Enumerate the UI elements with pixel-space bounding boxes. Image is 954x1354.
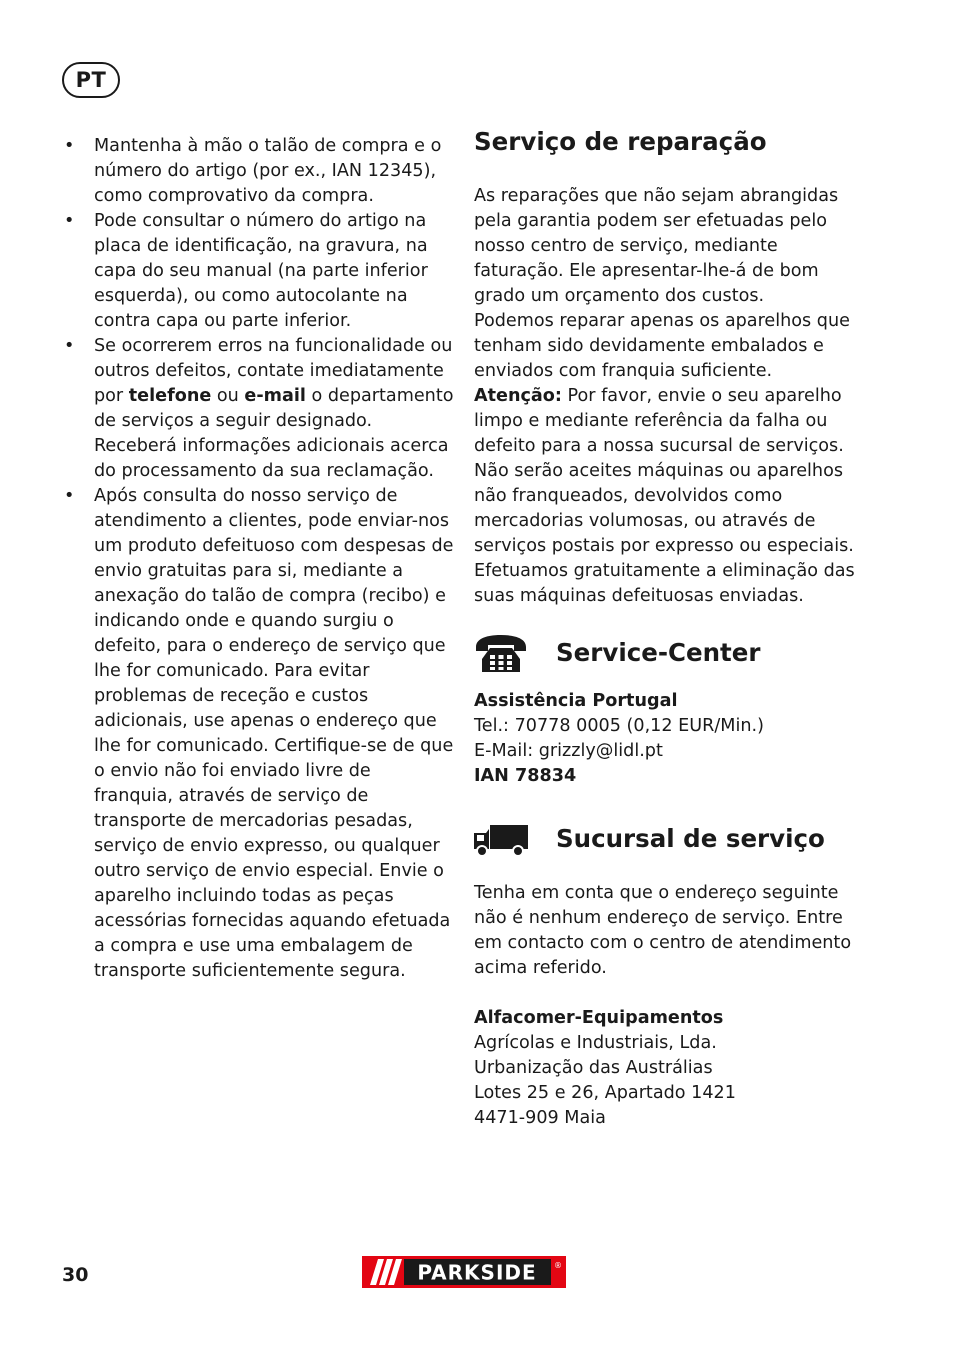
warranty-procedure-list [62, 134, 454, 984]
service-center-section [474, 633, 866, 789]
repair-paragraph-2: Podemos reparar apenas os aparelhos que tenham sido devidamente embalados e enviados com franquia suficiente. [474, 311, 850, 381]
right-column [474, 122, 866, 1131]
contact-text-pre: Se ocorrerem erros na funcionalidade ou outros defeitos, contate imediatamente por [94, 336, 453, 406]
attention-text: Por favor, envie o seu aparelho limpo e mediante referência da falha ou defeito para a nossa sucursal de serviços. Não serão aceites máquinas ou aparelhos não franqueados, devolvidos como mercadorias volumosas, ou através de serviços postais por expresso ou especiais. Efetuamos gratuitamente a eliminação das suas máquinas defeituosas enviadas. [474, 386, 855, 606]
logo-wordmark: PARKSIDE [417, 1260, 537, 1285]
service-center-ian: IAN 78834 [474, 766, 577, 786]
contact-text-mid: ou [211, 386, 245, 406]
bullet-list [62, 134, 454, 984]
repair-attention-paragraph [474, 384, 866, 609]
page-number: 30 [62, 1264, 89, 1286]
service-branch-note: Tenha em conta que o endereço seguinte não é nenhum endereço de serviço. Entre em contacto com o centro de atendimento acima referido. [474, 883, 852, 978]
contact-text-post: o departamento de serviços a seguir designado. Receberá informações adicionais acerca do processamento da sua reclamação. [94, 386, 454, 481]
service-center-phone: Tel.: 70778 0005 (0,12 EUR/Min.) [474, 716, 764, 736]
language-badge: PT [62, 62, 120, 98]
service-center-name: Assistência Portugal [474, 691, 678, 711]
truck-icon [474, 819, 528, 859]
branch-address-line: 4471-909 Maia [474, 1108, 606, 1128]
email-keyword: e-mail [244, 386, 306, 406]
bullet-item-receipt: • Mantenha à mão o talão de compra e o número do artigo (por ex., IAN 12345), como comprovativo da compra. [62, 134, 454, 209]
branch-address-line: Urbanização das Austrálias [474, 1058, 713, 1078]
logo-registered-mark: ® [554, 1261, 562, 1270]
parkside-logo [362, 1256, 566, 1288]
branch-company-name: Alfacomer-Equipamentos [474, 1008, 724, 1028]
bullet-item-shipping: • Após consulta do nosso serviço de atendimento a clientes, pode enviar-nos um produto defeituoso com despesas de envio gratuitas para si, mediante a anexação do talão de compra (recibo) e indicando onde e quando surgiu o defeito, para o endereço de serviço que lhe for comunicado. Para evitar problemas de receção e custos adicionais, use apenas o endereço que lhe for comunicado. Certifique-se de que o envio não foi enviado livre de franquia, através de serviço de transporte de mercadorias pesadas, serviço de envio expresso, ou qualquer outro serviço de envio especial. Envie o aparelho incluindo todas as peças acessórias fornecidas aquando efetuada a compra e use uma embalagem de transporte suficientemente segura. [62, 484, 454, 984]
attention-label: Atenção: [474, 386, 562, 406]
telephone-keyword: telefone [128, 386, 212, 406]
service-center-email: E-Mail: grizzly@lidl.pt [474, 741, 663, 761]
branch-address-line: Agrícolas e Industriais, Lda. [474, 1033, 717, 1053]
telephone-icon [474, 633, 528, 673]
service-branch-section [474, 819, 866, 1131]
bullet-item-contact [62, 334, 454, 484]
repair-service-title: Serviço de reparação [474, 127, 767, 156]
service-center-title: Service-Center [556, 638, 761, 667]
service-branch-title: Sucursal de serviço [556, 824, 825, 853]
bullet-item-article-number: • Pode consultar o número do artigo na placa de identificação, na gravura, na capa do seu manual (na parte inferior esquerda), ou como autocolante na contra capa ou parte inferior. [62, 209, 454, 334]
branch-address-line: Lotes 25 e 26, Apartado 1421 [474, 1083, 736, 1103]
repair-service-section [474, 122, 866, 609]
repair-paragraph-1: As reparações que não sejam abrangidas pela garantia podem ser efetuadas pelo nosso centro de serviço, mediante faturação. Ele apresentar-lhe-á de bom grado um orçamento dos custos. [474, 186, 839, 306]
